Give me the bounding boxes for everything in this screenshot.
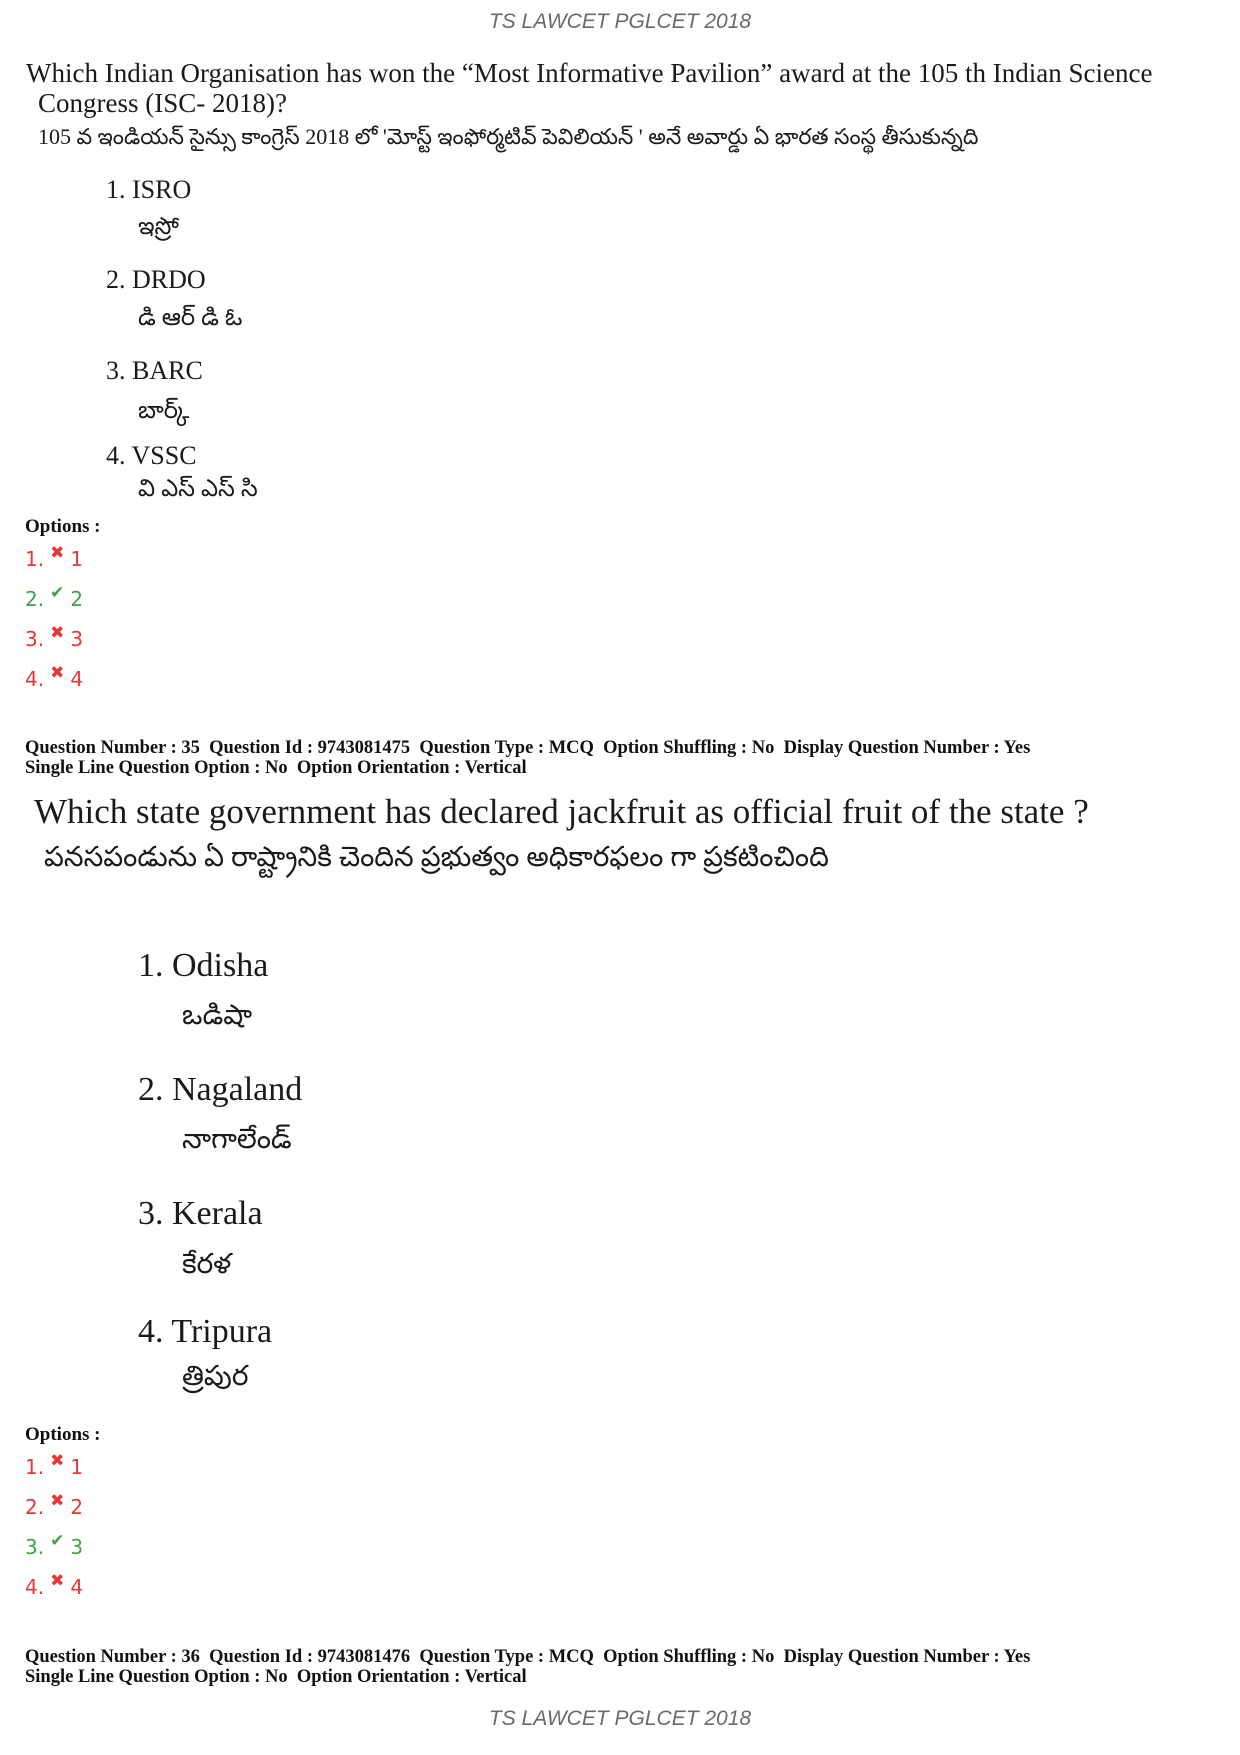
choice-3-en: 3. BARC: [106, 356, 203, 385]
question-text-en-line2: Congress (ISC- 2018)?: [38, 88, 287, 118]
choice-2-en: 2. Nagaland: [138, 1071, 303, 1108]
choice-4-te: త్రిపుర: [182, 1361, 249, 1392]
question-meta-line2: Single Line Question Option : No Option Orientation : Vertical: [25, 1667, 527, 1687]
choice-4-en: 4. Tripura: [138, 1313, 273, 1350]
options-label: Options :: [25, 516, 101, 537]
choice-3-te: బార్క్: [138, 398, 190, 424]
page-header: TS LAWCET PGLCET 2018: [488, 10, 752, 33]
option-value: 2: [70, 1495, 84, 1519]
option-row: [25, 1491, 84, 1519]
choice-1-en: 1. Odisha: [138, 947, 269, 984]
option-number: 2.: [25, 587, 45, 611]
option-number: 1.: [25, 547, 45, 571]
choice-4-en: 4. VSSC: [106, 441, 197, 470]
option-row: [25, 623, 84, 651]
choice-1-te: ఒడిషా: [182, 1000, 253, 1031]
option-value: 2: [70, 587, 84, 611]
choice-1-te: ఇస్రో: [138, 214, 179, 240]
cross-icon: ✖: [50, 623, 65, 643]
option-row: [25, 1571, 84, 1599]
cross-icon: ✖: [50, 1491, 65, 1511]
option-value: 3: [70, 627, 84, 651]
option-value: 4: [70, 667, 84, 691]
option-row: [25, 1451, 84, 1479]
option-number: 3.: [25, 1535, 45, 1559]
choice-3-en: 3. Kerala: [138, 1195, 263, 1232]
option-number: 1.: [25, 1455, 45, 1479]
option-number: 4.: [25, 1575, 45, 1599]
question-meta-line2: Single Line Question Option : No Option Orientation : Vertical: [25, 758, 527, 778]
choice-1-en: 1. ISRO: [106, 175, 192, 204]
option-row: [25, 663, 84, 691]
choice-4-te: వి ఎస్ ఎస్ సి: [138, 476, 258, 502]
option-number: 4.: [25, 667, 45, 691]
choice-2-te: డి ఆర్ డి ఓ: [138, 305, 243, 331]
page-footer: TS LAWCET PGLCET 2018: [488, 1707, 752, 1730]
question-meta-line1: Question Number : 35 Question Id : 9743081475 Question Type : MCQ Option Shuffling : No Display Question Number : Yes: [25, 738, 1031, 758]
option-value: 1: [70, 1455, 84, 1479]
option-value: 1: [70, 547, 84, 571]
option-row: [25, 583, 84, 611]
cross-icon: ✖: [50, 543, 65, 563]
choice-2-en: 2. DRDO: [106, 265, 206, 294]
option-row: [25, 1531, 84, 1559]
cross-icon: ✖: [50, 1571, 65, 1591]
cross-icon: ✖: [50, 663, 65, 683]
choice-3-te: కేరళ: [182, 1249, 232, 1280]
option-value: 4: [70, 1575, 84, 1599]
option-number: 3.: [25, 627, 45, 651]
option-number: 2.: [25, 1495, 45, 1519]
option-row: [25, 543, 84, 571]
check-icon: ✔: [50, 1531, 65, 1551]
cross-icon: ✖: [50, 1451, 65, 1471]
options-label: Options :: [25, 1424, 101, 1445]
question-text-te: పనసపండును ఏ రాష్ట్రానికి చెందిన ప్రభుత్వం అధికారఫలం గా ప్రకటించింది: [44, 842, 829, 873]
question-meta-line1: Question Number : 36 Question Id : 9743081476 Question Type : MCQ Option Shuffling : No Display Question Number : Yes: [25, 1647, 1031, 1667]
choice-2-te: నాగాలేండ్: [182, 1124, 292, 1155]
question-text-en: Which state government has declared jackfruit as official fruit of the state ?: [34, 792, 1089, 831]
check-icon: ✔: [50, 583, 65, 603]
question-text-te: 105 వ ఇండియన్ సైన్సు కాంగ్రెస్ 2018 లో 'మోస్ట్ ఇంఫోర్మటివ్ పెవిలియన్ ' అనే అవార్డు ఏ భారత సంస్థ తీసుకున్నది: [38, 124, 979, 149]
option-value: 3: [70, 1535, 84, 1559]
question-text-en-line1: Which Indian Organisation has won the “Most Informative Pavilion” award at the 105 th Indian Science: [26, 58, 1153, 88]
